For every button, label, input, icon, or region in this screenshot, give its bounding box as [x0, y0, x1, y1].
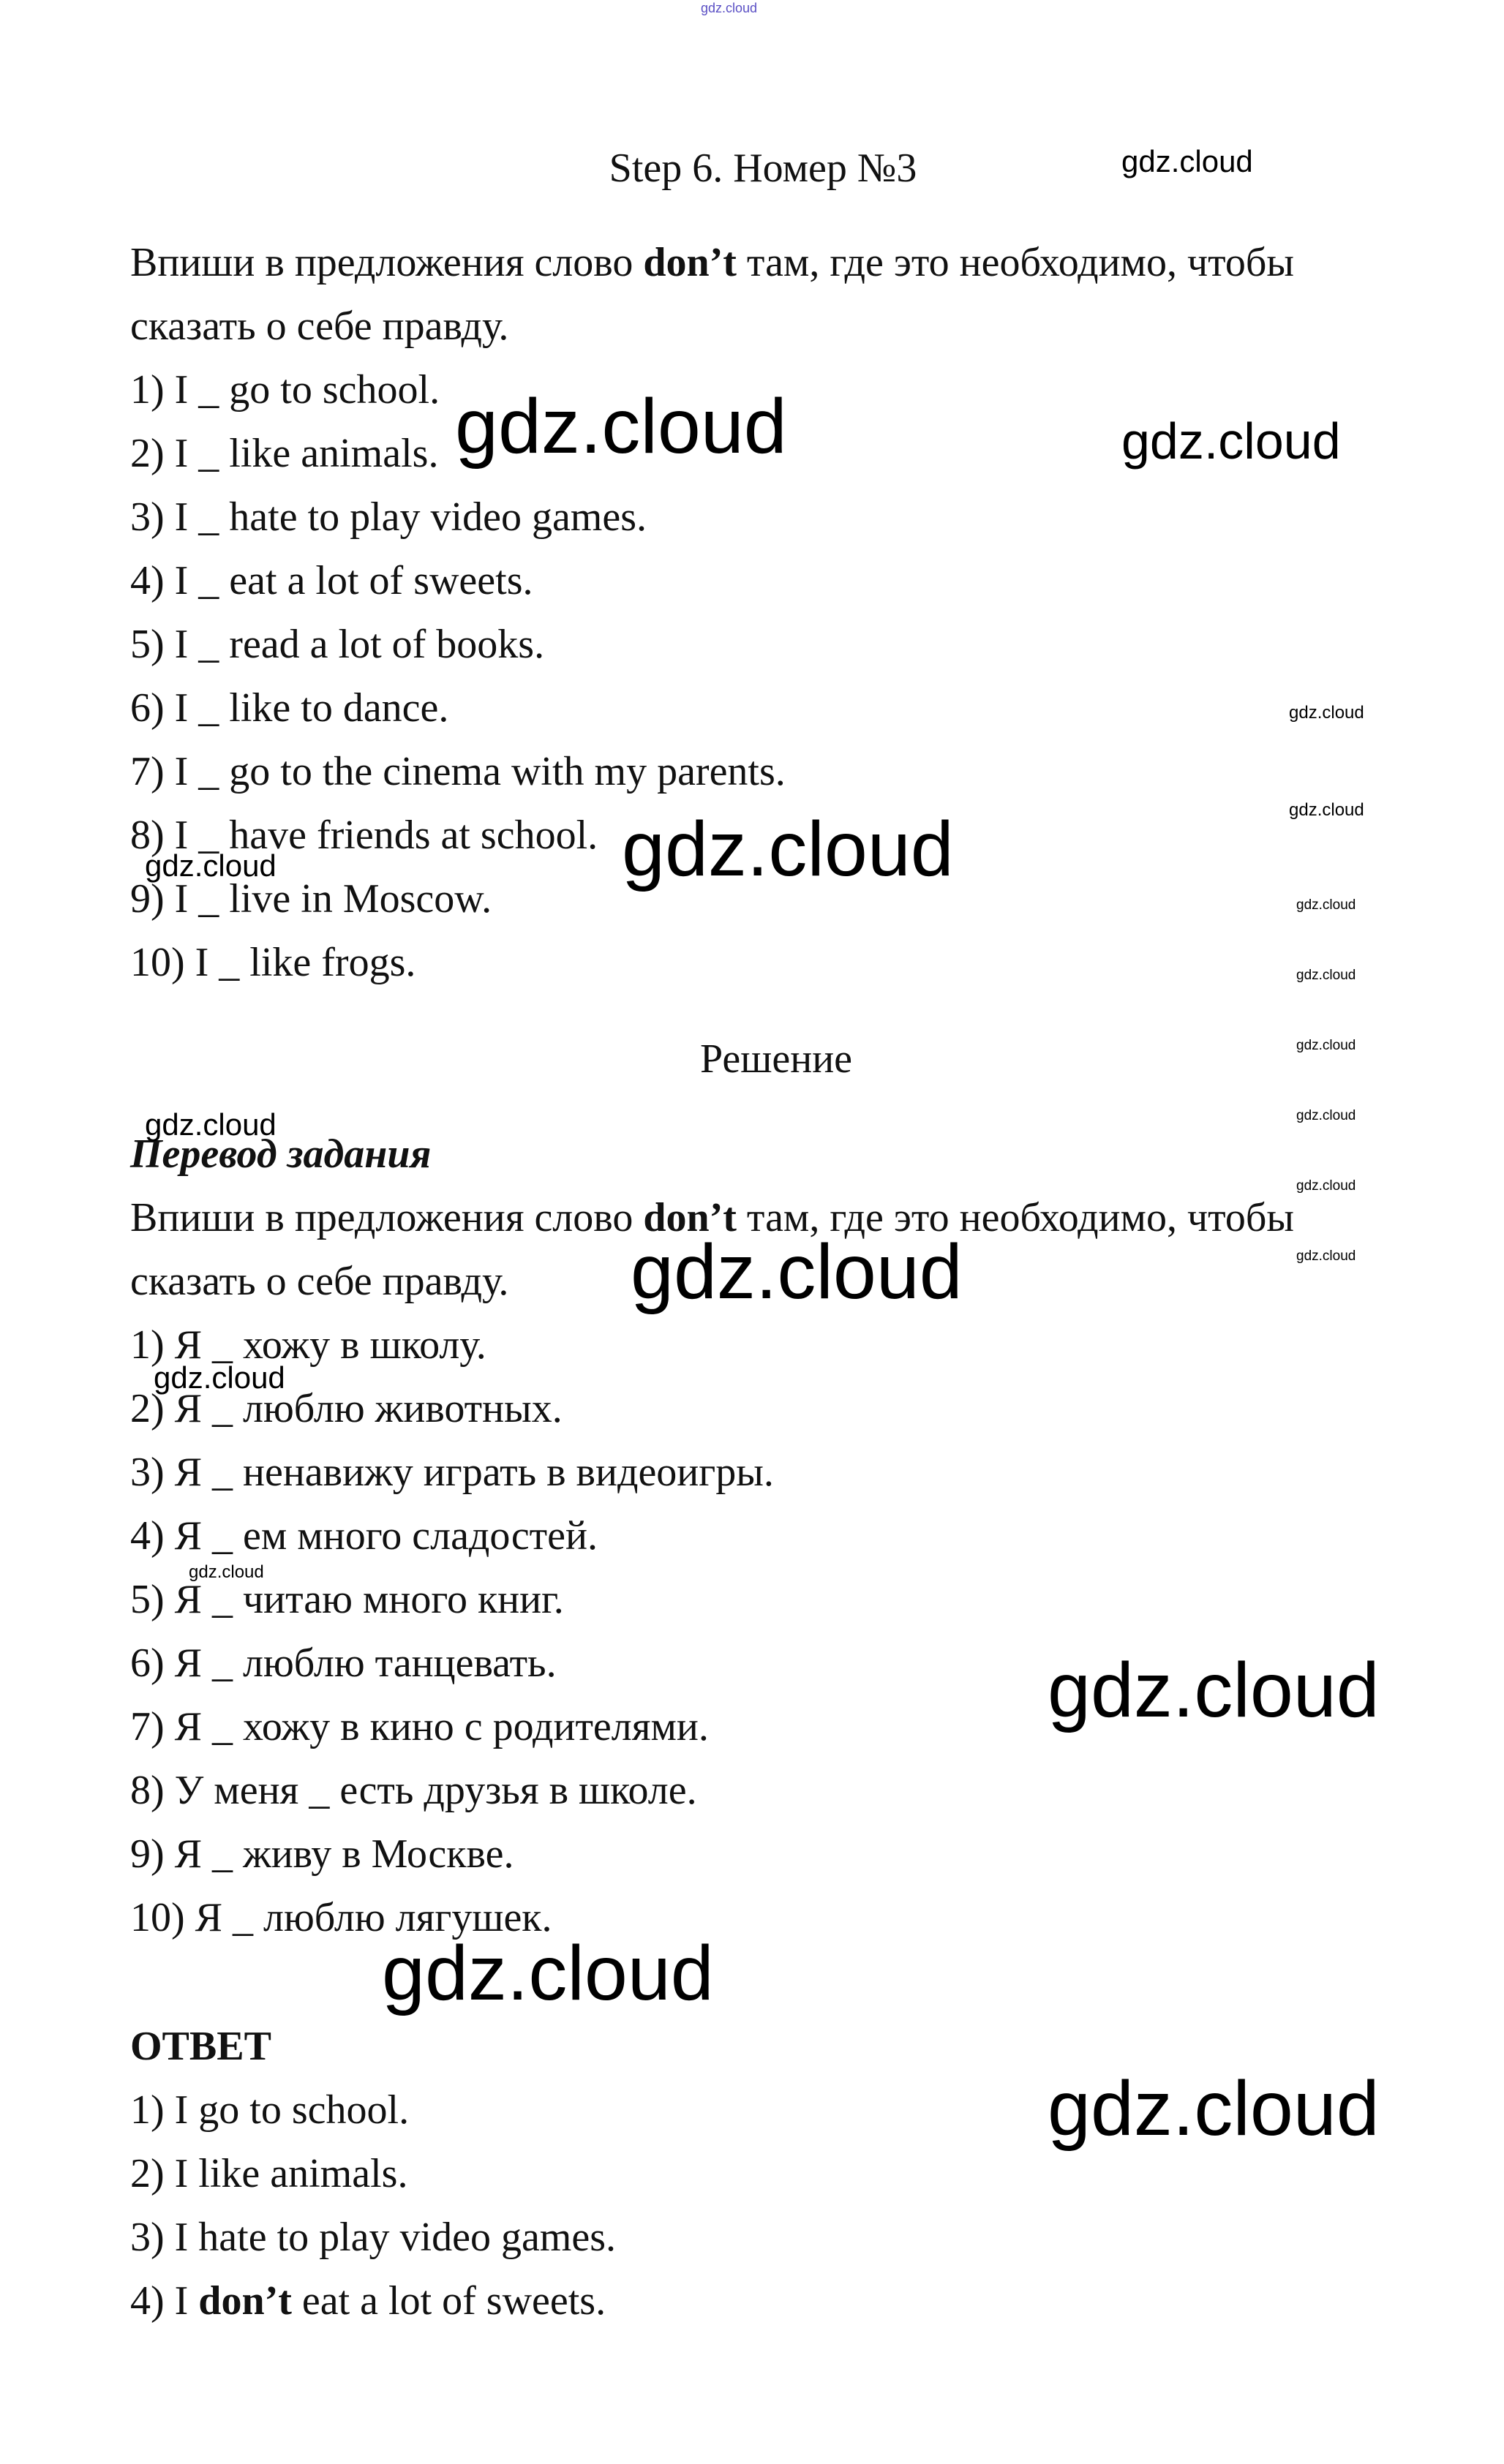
task-item: 4) I _ eat a lot of sweets.: [130, 558, 533, 603]
watermark: gdz.cloud: [1296, 968, 1356, 983]
watermark: gdz.cloud: [1121, 412, 1341, 470]
top-watermark: gdz.cloud: [701, 1, 758, 15]
watermark: gdz.cloud: [1296, 1248, 1356, 1264]
answer-item: 2) I like animals.: [130, 2151, 408, 2196]
watermark: gdz.cloud: [145, 848, 277, 883]
watermark: gdz.cloud: [1296, 1038, 1356, 1053]
translation-item: 6) Я _ люблю танцевать.: [130, 1640, 557, 1686]
task-instruction-line2: сказать о себе правду.: [130, 304, 509, 349]
translation-item: 8) У меня _ есть друзья в школе.: [130, 1768, 697, 1813]
translation-item: 1) Я _ хожу в школу.: [130, 1322, 486, 1368]
translation-item: 9) Я _ живу в Москве.: [130, 1831, 514, 1877]
answer-item: 4) I don’t eat a lot of sweets.: [130, 2278, 606, 2324]
answer-item: 1) I go to school.: [130, 2087, 410, 2133]
watermark: gdz.cloud: [455, 383, 787, 470]
task-item: 7) I _ go to the cinema with my parents.: [130, 749, 786, 794]
watermark: gdz.cloud: [1289, 703, 1364, 723]
translation-item: 10) Я _ люблю лягушек.: [130, 1895, 552, 1940]
translation-item: 2) Я _ люблю животных.: [130, 1386, 563, 1431]
task-instruction-line1: Впиши в предложения слово don’t там, где это необходимо, чтобы: [130, 240, 1295, 285]
answer-section: [130, 2015, 1388, 2333]
watermark: gdz.cloud: [1048, 2065, 1380, 2152]
task-item: 2) I _ like animals.: [130, 431, 439, 476]
translation-item: 4) Я _ ем много сладостей.: [130, 1513, 598, 1559]
translation-instruction-line2: сказать о себе правду.: [130, 1259, 509, 1304]
watermark: gdz.cloud: [1289, 800, 1364, 820]
task-item: 1) I _ go to school.: [130, 367, 440, 412]
watermark: gdz.cloud: [1048, 1647, 1380, 1733]
task-item: 9) I _ live in Moscow.: [130, 876, 492, 922]
task-item: 10) I _ like frogs.: [130, 940, 416, 985]
watermark: gdz.cloud: [1121, 144, 1253, 178]
answer-heading: ОТВЕТ: [130, 2024, 271, 2069]
watermark: gdz.cloud: [1296, 1178, 1356, 1194]
translation-item: 5) Я _ читаю много книг.: [130, 1577, 564, 1622]
answer-item: 3) I hate to play video games.: [130, 2215, 617, 2260]
watermark: gdz.cloud: [622, 806, 954, 892]
task-item: 8) I _ have friends at school.: [130, 813, 598, 858]
task-item: 3) I _ hate to play video games.: [130, 494, 647, 540]
watermark: gdz.cloud: [154, 1360, 285, 1395]
translation-item: 3) Я _ ненавижу играть в видеоигры.: [130, 1450, 774, 1495]
translation-instruction-line1: Впиши в предложения слово don’t там, где это необходимо, чтобы: [130, 1195, 1295, 1240]
watermark: gdz.cloud: [631, 1229, 963, 1315]
translation-item: 7) Я _ хожу в кино с родителями.: [130, 1704, 709, 1749]
watermark: gdz.cloud: [189, 1562, 264, 1582]
solution-heading: Решение: [699, 1036, 853, 1082]
watermark: gdz.cloud: [1296, 1108, 1356, 1123]
page-title: Step 6. Номер №3: [609, 146, 917, 191]
watermark: gdz.cloud: [1296, 897, 1356, 913]
translation-heading: Перевод задания: [130, 1131, 432, 1177]
task-item: 6) I _ like to dance.: [130, 685, 449, 731]
task-item: 5) I _ read a lot of books.: [130, 622, 545, 667]
watermark: gdz.cloud: [145, 1107, 277, 1142]
watermark: gdz.cloud: [382, 1930, 714, 2016]
